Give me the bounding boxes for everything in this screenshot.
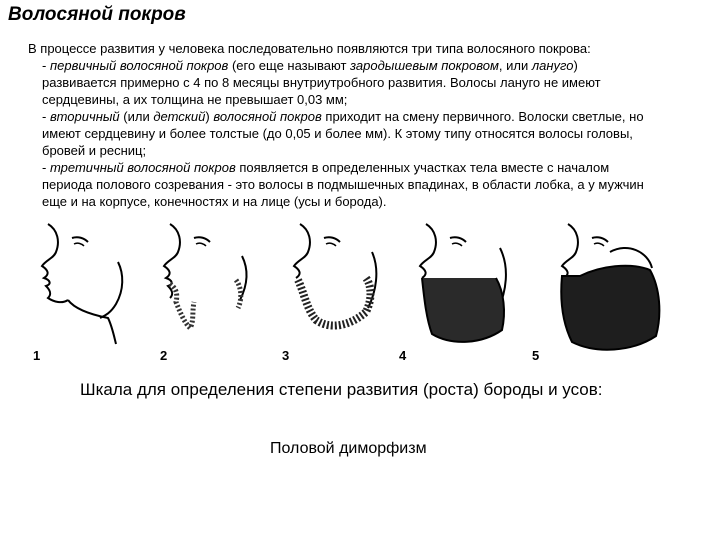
item-line: имеют сердцевину и более толстые (до 0,05 и более мм). К этому типу относятся волосы головы, [42,126,633,141]
item-line: сердцевины, а их толщина не превышает 0,03 мм; [42,92,348,107]
item-line: бровей и ресниц; [42,143,147,158]
item-line: - вторичный (или детский) волосяной покров приходит на смену первичного. Волоски светлые, но [42,109,644,124]
figure-number-4: 4 [399,348,407,363]
figure-number-1: 1 [33,348,41,363]
hair-type-secondary [42,108,712,159]
item-line: - третичный волосяной покров появляется в определенных участках тела вместе с началом [42,160,610,175]
page-title: Волосяной покров [8,4,186,25]
hair-type-primary [42,57,712,108]
footer-text: Половой диморфизм [270,440,427,457]
beard-scale-figures [0,222,720,372]
face-profile-2 [150,222,260,347]
scale-caption: Шкала для определения степени развития (роста) бороды и усов: [80,380,603,399]
face-profile-5 [540,222,670,357]
face-profile-3 [280,222,390,347]
item-line: еще и на корпусе, конечностях и на лице (усы и борода). [42,194,387,209]
hair-type-tertiary [42,159,712,210]
figure-number-2: 2 [160,348,168,363]
face-profile-1 [28,222,138,347]
item-line: развивается примерно с 4 по 8 месяцы внутриутробного развития. Волосы лануго не имеют [42,75,601,90]
intro-text: В процессе развития у человека последовательно появляются три типа волосяного покрова: [28,41,591,56]
figure-number-5: 5 [532,348,540,363]
figure-number-3: 3 [282,348,290,363]
item-line: - первичный волосяной покров (его еще называют зародышевым покровом, или лануго) [42,58,578,73]
face-profile-4 [402,222,522,352]
item-line: периода полового созревания - это волосы в подмышечных впадинах, в области лобка, а у мужчин [42,177,644,192]
